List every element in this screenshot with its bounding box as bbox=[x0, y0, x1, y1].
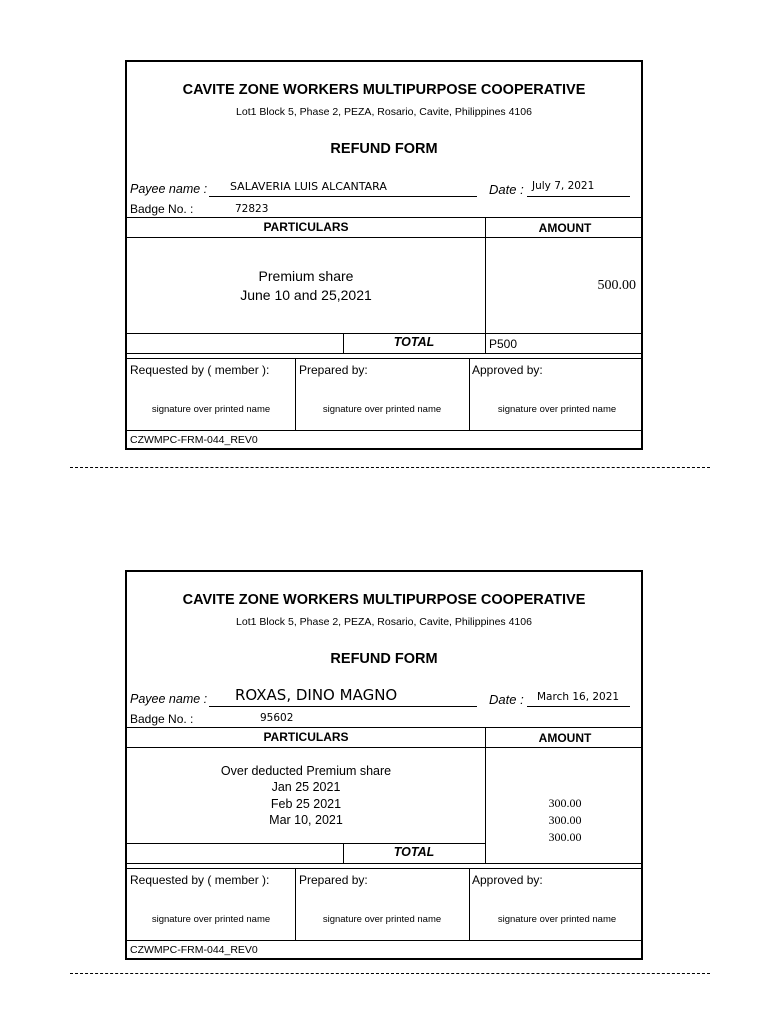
requested-by-label: Requested by ( member ): bbox=[130, 873, 270, 887]
payee-label: Payee name : bbox=[130, 692, 208, 706]
form-code: CZWMPC-FRM-044_REV0 bbox=[130, 944, 258, 956]
date-label: Date : bbox=[489, 182, 524, 197]
signature-caption: signature over printed name bbox=[322, 404, 442, 415]
total-label: TOTAL bbox=[393, 845, 435, 859]
signature-caption: signature over printed name bbox=[497, 914, 617, 925]
approved-by-label: Approved by: bbox=[472, 873, 543, 887]
date-field[interactable]: July 7, 2021 bbox=[532, 180, 595, 192]
signature-caption: signature over printed name bbox=[151, 914, 271, 925]
badge-label: Badge No. : bbox=[130, 712, 194, 726]
refund-form-2 bbox=[125, 570, 643, 960]
refund-form-1 bbox=[125, 60, 643, 450]
org-address: Lot1 Block 5, Phase 2, PEZA, Rosario, Cavite, Philippines 4106 bbox=[236, 616, 532, 628]
date-label: Date : bbox=[489, 692, 524, 707]
date-field[interactable]: March 16, 2021 bbox=[537, 691, 620, 703]
particulars-header: PARTICULARS bbox=[263, 220, 349, 234]
amount-header: AMOUNT bbox=[538, 221, 592, 235]
amount-value: 500.00 bbox=[597, 278, 636, 293]
total-label: TOTAL bbox=[393, 335, 435, 349]
cut-line bbox=[70, 973, 710, 974]
signature-caption: signature over printed name bbox=[151, 404, 271, 415]
form-code: CZWMPC-FRM-044_REV0 bbox=[130, 434, 258, 446]
org-address: Lot1 Block 5, Phase 2, PEZA, Rosario, Cavite, Philippines 4106 bbox=[236, 106, 532, 118]
org-name: CAVITE ZONE WORKERS MULTIPURPOSE COOPERATIVE bbox=[182, 592, 586, 608]
particular-line: Jan 25 2021 bbox=[271, 780, 341, 794]
amount-value: 300.00 bbox=[548, 813, 582, 827]
particular-line: Over deducted Premium share bbox=[220, 764, 392, 778]
badge-label: Badge No. : bbox=[130, 202, 194, 216]
form-title: REFUND FORM bbox=[330, 141, 438, 157]
amount-value: 300.00 bbox=[548, 830, 582, 844]
prepared-by-label: Prepared by: bbox=[299, 363, 368, 377]
signature-caption: signature over printed name bbox=[497, 404, 617, 415]
particular-line: June 10 and 25,2021 bbox=[240, 287, 372, 303]
particular-line: Mar 10, 2021 bbox=[269, 813, 343, 827]
particular-line: Feb 25 2021 bbox=[270, 797, 342, 811]
requested-by-label: Requested by ( member ): bbox=[130, 363, 270, 377]
payee-name-field[interactable]: SALAVERIA LUIS ALCANTARA bbox=[230, 180, 387, 193]
approved-by-label: Approved by: bbox=[472, 363, 543, 377]
org-name: CAVITE ZONE WORKERS MULTIPURPOSE COOPERATIVE bbox=[182, 82, 586, 98]
amount-value: 300.00 bbox=[548, 796, 582, 810]
badge-field[interactable]: 95602 bbox=[260, 712, 294, 724]
prepared-by-label: Prepared by: bbox=[299, 873, 368, 887]
cut-line bbox=[70, 467, 710, 468]
badge-field[interactable]: 72823 bbox=[235, 203, 269, 215]
payee-name-field[interactable]: ROXAS, DINO MAGNO bbox=[235, 686, 398, 704]
particulars-header: PARTICULARS bbox=[263, 730, 349, 744]
signature-caption: signature over printed name bbox=[322, 914, 442, 925]
amount-header: AMOUNT bbox=[538, 731, 592, 745]
particular-line: Premium share bbox=[258, 268, 354, 284]
form-title: REFUND FORM bbox=[330, 651, 438, 667]
payee-label: Payee name : bbox=[130, 182, 208, 196]
total-value: P500 bbox=[489, 337, 518, 351]
